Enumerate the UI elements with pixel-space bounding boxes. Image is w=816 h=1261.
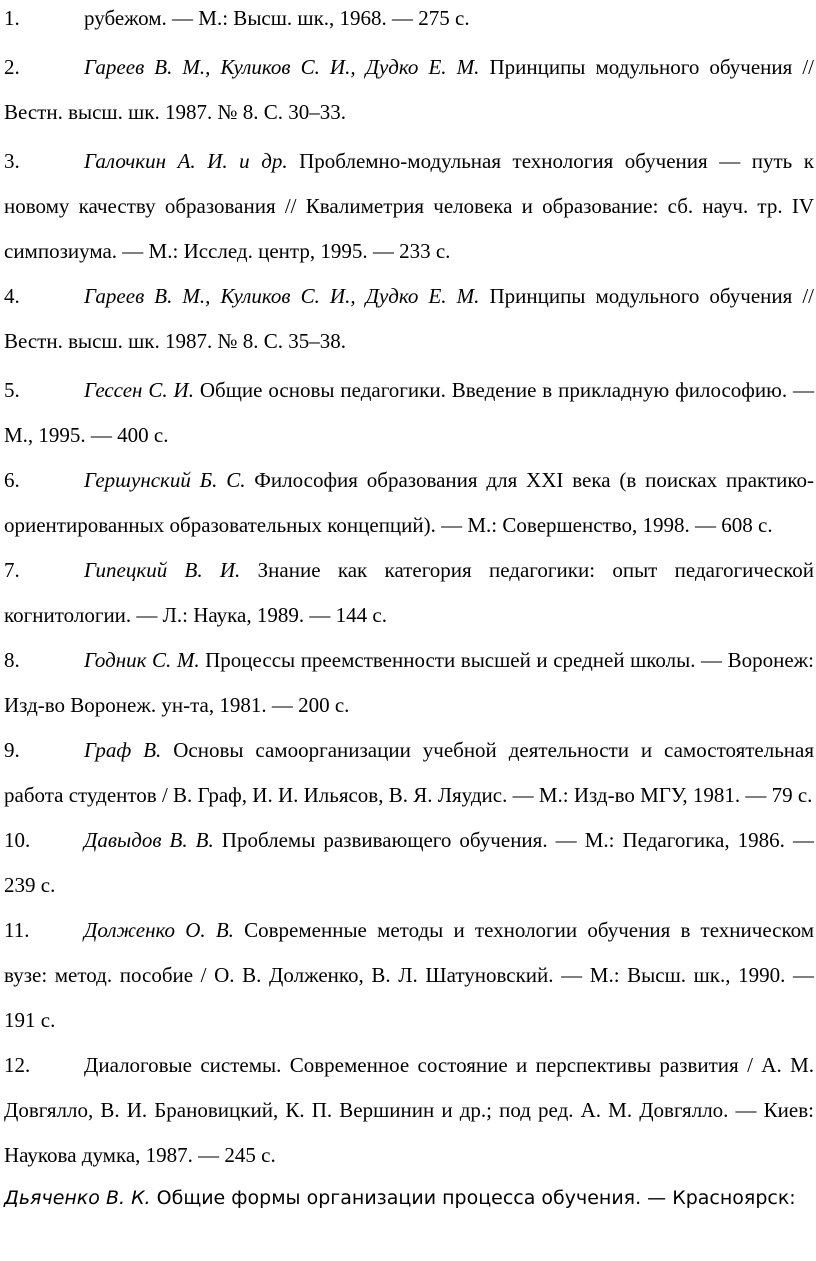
reference-number: 6. [4,468,20,492]
reference-text: Принципы модульного обучения // Вестн. высш. шк. 1987. № 8. С. 35–38. [4,284,815,353]
reference-text: Диалоговые системы. Современное состояние и перспективы развития / А. М. Довгялло, В. И. Брановицкий, К. П. Вершинин и др.; под ред. А. М. Довгялло. — Киев: Наукова думка, 1987. — 245 с. [4,1053,814,1167]
reference-item-1 [0,0,816,41]
reference-item-9 [0,728,816,818]
reference-text: Современные методы и технологии обучения в техническом вузе: метод. пособие / О. В. Долженко, В. Л. Шатуновский. — М.: Высш. шк., 1990. — 191 с. [4,918,815,1032]
reference-author: Годник С. М. [84,648,200,672]
reference-text: Общие формы организации процесса обучения. — Красноярск: [156,1187,796,1209]
reference-author: Галочкин А. И. и др. [84,149,288,173]
reference-item-3 [0,139,816,274]
reference-text: Проблемы развивающего обучения. — М.: Педагогика, 1986. — 239 с. [4,828,814,897]
reference-number: 10. [4,828,31,852]
reference-number: 2. [4,55,20,79]
reference-item-4 [0,274,816,364]
reference-item-8 [0,638,816,728]
reference-text: Принципы модульного обучения // Вестн. высш. шк. 1987. № 8. С. 30–33. [4,55,815,124]
reference-author: Гареев В. М., Куликов С. И., Дудко Е. М. [84,55,480,79]
reference-text: Основы самоорганизации учебной деятельности и самостоятельная работа студентов / В. Граф, И. И. Ильясов, В. Я. Ляудис. — М.: Изд-во МГУ, 1981. — 79 с. [4,738,815,807]
reference-number: 4. [4,284,20,308]
reference-item-6 [0,458,816,548]
reference-number: 7. [4,558,20,582]
reference-item-trailing [0,1178,816,1218]
reference-number: 12. [4,1053,31,1077]
reference-number: 11. [4,918,30,942]
reference-text: Процессы преемственности высшей и средней школы. — Воронеж: Изд-во Воронеж. ун-та, 1981. — 200 с. [4,648,815,717]
reference-number: 8. [4,648,20,672]
reference-text: Проблемно-модульная технология обучения — путь к новому качеству образования // Квалиметрия человека и образование: сб. науч. тр. IV симпозиума. — М.: Исслед. центр, 1995. — 233 с. [4,149,814,263]
reference-number: 5. [4,378,20,402]
reference-author: Гершунский Б. С. [84,468,246,492]
reference-number: 9. [4,738,20,762]
reference-text: Знание как категория педагогики: опыт педагогической когнитологии. — Л.: Наука, 1989. — 144 с. [4,558,815,627]
reference-author: Гареев В. М., Куликов С. И., Дудко Е. М. [84,284,480,308]
reference-item-11 [0,908,816,1043]
reference-number: 1. [4,6,20,30]
reference-item-5 [0,368,816,458]
reference-author: Гессен С. И. [84,378,194,402]
reference-number: 3. [4,149,20,173]
reference-text: Философия образования для XXI века (в поисках практико-ориентированных образовательных концепций). — М.: Совершенство, 1998. — 608 с. [4,468,814,537]
reference-item-12 [0,1043,816,1178]
reference-author: Граф В. [84,738,162,762]
reference-author: Долженко О. В. [84,918,234,942]
reference-item-7 [0,548,816,638]
reference-author: Гипецкий В. И. [84,558,241,582]
reference-item-10 [0,818,816,908]
reference-item-2 [0,45,816,135]
reference-author: Давыдов В. В. [84,828,214,852]
reference-text: Общие основы педагогики. Введение в прикладную философию. — М., 1995. — 400 с. [4,378,815,447]
reference-author: Дьяченко В. К. [4,1187,151,1209]
reference-text: рубежом. — М.: Высш. шк., 1968. — 275 с. [84,6,470,30]
